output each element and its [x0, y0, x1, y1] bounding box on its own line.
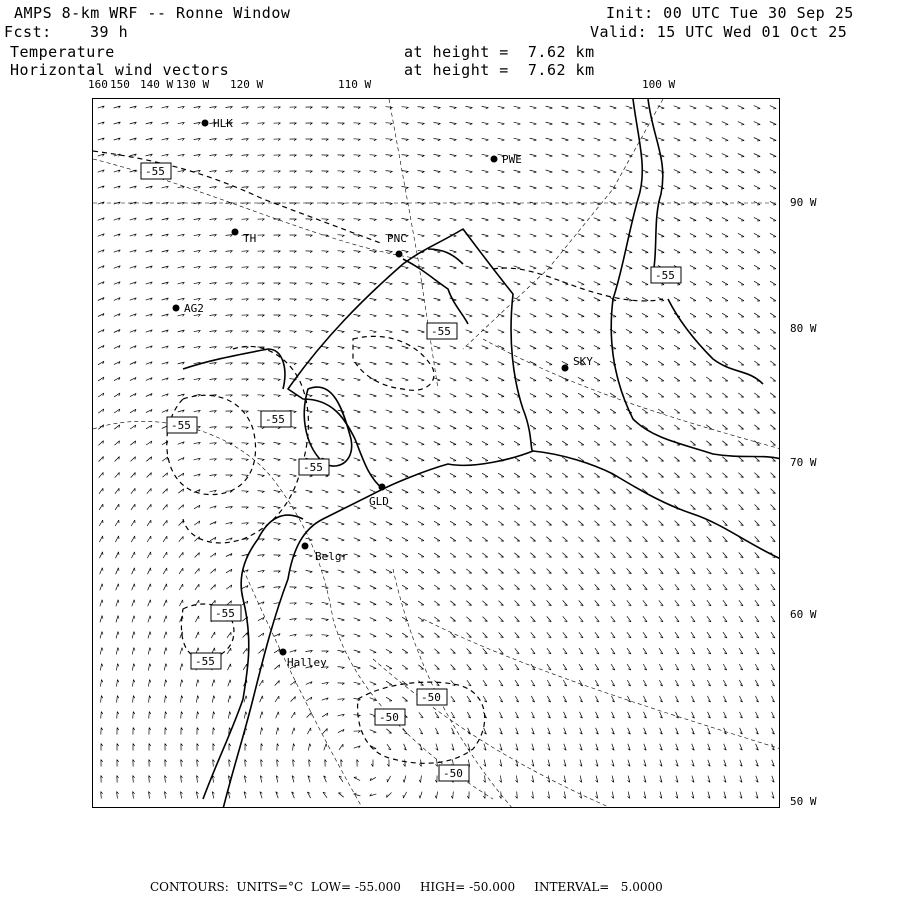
- peninsula-east-coast: [533, 451, 780, 559]
- contour-weddell: [183, 346, 308, 543]
- station-PWE-label: PWE: [502, 153, 522, 166]
- lat-label-50: 50 W: [790, 795, 817, 808]
- station-AG2-label: AG2: [184, 302, 204, 315]
- station-AG2-marker: [173, 305, 180, 312]
- station-TH-label: TH: [243, 232, 257, 245]
- coastlines: [183, 99, 780, 808]
- stations: [173, 117, 594, 669]
- contour-north: [93, 151, 383, 244]
- station-AG2: [173, 302, 204, 315]
- station-Belgr-label: Belgr: [315, 550, 349, 563]
- lat-label-90: 90 W: [790, 196, 817, 209]
- dronning-coast: [203, 599, 249, 799]
- station-PNC-marker: [396, 251, 403, 258]
- contour-label: -55: [145, 165, 165, 178]
- lon-label-150: 150: [110, 78, 130, 91]
- forecast-hours: 39 h: [90, 23, 129, 41]
- graticule-diag-5: [423, 619, 780, 749]
- map-panel: [92, 98, 780, 808]
- height-2: at height = 7.62 km: [404, 61, 595, 79]
- title: AMPS 8-km WRF -- Ronne Window: [14, 4, 291, 22]
- station-Belgr: [302, 543, 349, 564]
- station-GLD-label: GLD: [369, 495, 389, 508]
- graticule-ring: [93, 421, 493, 799]
- station-PWE-marker: [491, 156, 498, 163]
- station-Belgr-marker: [302, 543, 309, 550]
- station-SKY-label: SKY: [573, 355, 593, 368]
- field-temperature: Temperature: [10, 43, 115, 61]
- height-1: at height = 7.62 km: [404, 43, 595, 61]
- station-TH: [232, 229, 257, 246]
- contour-label: -50: [379, 711, 399, 724]
- peninsula-spine: [611, 99, 780, 459]
- lon-label-130: 130 W: [176, 78, 210, 91]
- graticule-diag-2: [483, 339, 780, 449]
- field-wind: Horizontal wind vectors: [10, 61, 230, 79]
- station-SKY: [562, 355, 594, 372]
- station-HLK: [202, 117, 234, 130]
- lon-line-100: [463, 99, 663, 349]
- ellsworth-coast: [183, 349, 303, 599]
- station-PNC-label: PNC: [387, 232, 407, 245]
- contour-label: -55: [265, 413, 285, 426]
- lon-label-140: 140 W: [140, 78, 174, 91]
- graticule-diag-6: [373, 659, 613, 808]
- station-HLK-label: HLK: [213, 117, 233, 130]
- lat-label-70: 70 W: [790, 456, 817, 469]
- station-SKY-marker: [562, 365, 569, 372]
- contour-label: -55: [303, 461, 323, 474]
- lat-label-60: 60 W: [790, 608, 817, 621]
- station-PWE: [491, 153, 522, 166]
- contour-ring-west: [167, 395, 256, 494]
- contour-label: -55: [431, 325, 451, 338]
- contour-label: -55: [195, 655, 215, 668]
- graticule-diag-4: [243, 569, 363, 808]
- lon-label-100: 100 W: [642, 78, 676, 91]
- init-time: Init: 00 UTC Tue 30 Sep 25: [606, 4, 854, 22]
- forecast-label: Fcst:: [4, 23, 52, 41]
- lon-label-110: 110 W: [338, 78, 372, 91]
- station-Halley-marker: [280, 649, 287, 656]
- contour-summary: CONTOURS: UNITS=°C LOW= -55.000 HIGH= -50.000 INTERVAL= 5.0000: [150, 880, 663, 894]
- station-GLD-marker: [379, 484, 386, 491]
- contour-label: -55: [215, 607, 235, 620]
- contour-label: -50: [421, 691, 441, 704]
- lon-label-160: 160: [88, 78, 108, 91]
- valid-time: Valid: 15 UTC Wed 01 Oct 25: [590, 23, 848, 41]
- peninsula-west-islands: [648, 99, 763, 384]
- station-Halley-label: Halley: [287, 656, 327, 669]
- contour-label: -55: [655, 269, 675, 282]
- station-HLK-marker: [202, 120, 209, 127]
- temperature-contours: [93, 151, 663, 763]
- lat-label-80: 80 W: [790, 322, 817, 335]
- lon-label-120: 120 W: [230, 78, 264, 91]
- contour-labels: [141, 163, 681, 781]
- station-TH-marker: [232, 229, 239, 236]
- inlet-1: [403, 249, 468, 324]
- map-canvas: [93, 99, 780, 808]
- contour-label: -50: [443, 767, 463, 780]
- station-Halley: [280, 649, 328, 670]
- contour-label: -55: [171, 419, 191, 432]
